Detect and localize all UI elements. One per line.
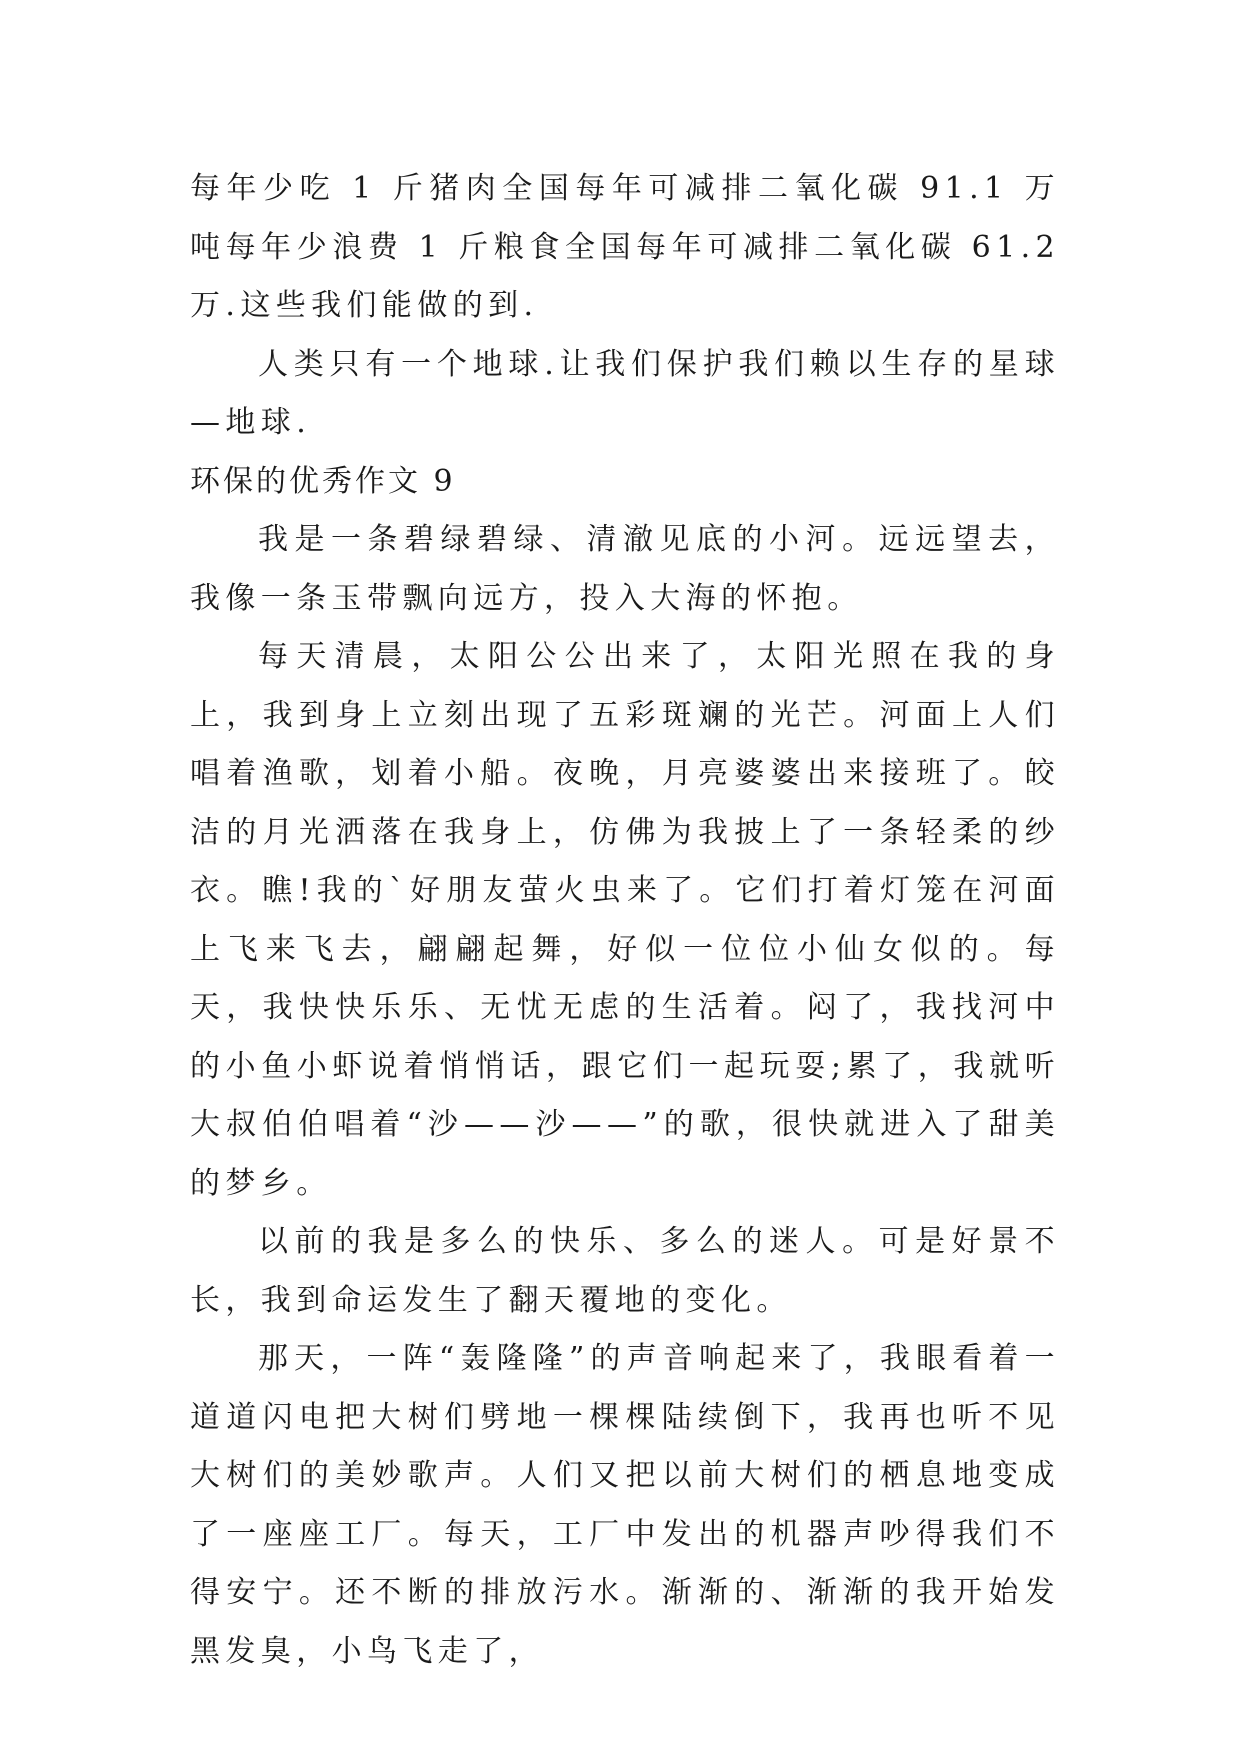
paragraph-river-intro: 我是一条碧绿碧绿、清澈见底的小河。远远望去，我像一条玉带飘向远方，投入大海的怀抱。	[190, 522, 1060, 616]
paragraph-change: 以前的我是多么的快乐、多么的迷人。可是好景不长，我到命运发生了翻天覆地的变化。	[190, 1224, 1060, 1318]
essay-title: 环保的优秀作文 9	[190, 463, 456, 499]
paragraph-earth: 人类只有一个地球.让我们保护我们赖以生存的星球—地球.	[190, 346, 1060, 440]
paragraph-continuation: 每年少吃 1 斤猪肉全国每年可减排二氧化碳 91.1 万吨每年少浪费 1 斤粮食全国每年可减排二氧化碳 61.2 万.这些我们能做的到.	[190, 171, 1060, 323]
paragraph-factory: 那天，一阵“轰隆隆”的声音响起来了，我眼看着一道道闪电把大树们劈地一棵棵陆续倒下，我再也听不见大树们的美妙歌声。人们又把以前大树们的栖息地变成了一座座工厂。每天，工厂中发出的机器声吵得我们不得安宁。还不断的排放污水。渐渐的、渐渐的我开始发黑发臭，小鸟飞走了，	[190, 1341, 1060, 1669]
paragraph-daily-life: 每天清晨，太阳公公出来了，太阳光照在我的身上，我到身上立刻出现了五彩斑斓的光芒。河面上人们唱着渔歌，划着小船。夜晚，月亮婆婆出来接班了。皎洁的月光洒落在我身上，仿佛为我披上了一条轻柔的纱衣。瞧!我的`好朋友萤火虫来了。它们打着灯笼在河面上飞来飞去，翩翩起舞，好似一位位小仙女似的。每天，我快快乐乐、无忧无虑的生活着。闷了，我找河中的小鱼小虾说着悄悄话，跟它们一起玩耍;累了，我就听大叔伯伯唱着“沙——沙——”的歌，很快就进入了甜美的梦乡。	[190, 639, 1060, 1201]
essay-body	[190, 160, 1060, 1681]
